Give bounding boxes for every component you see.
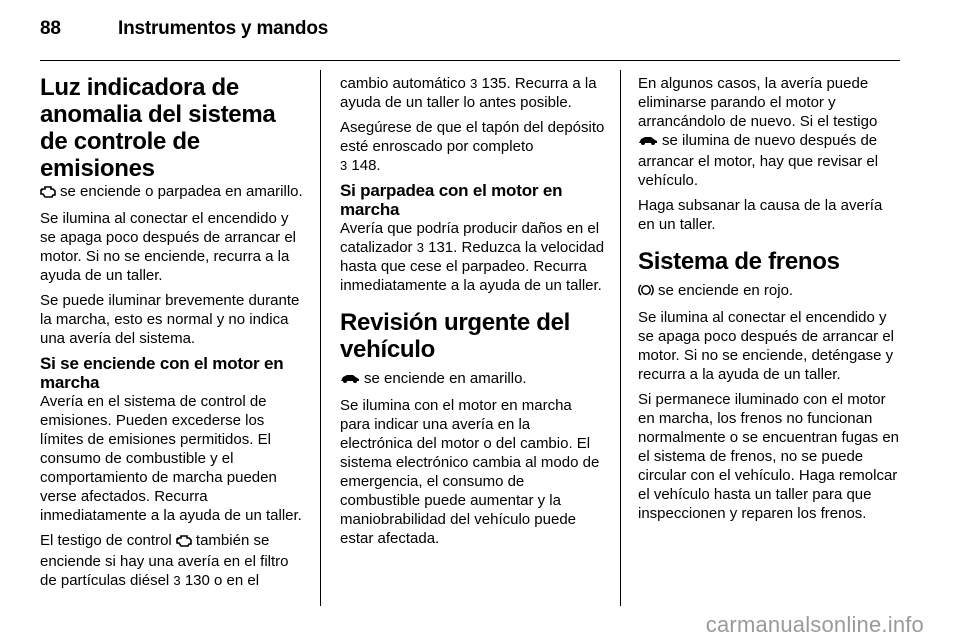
mil-p4-b: también se enciende si hay una avería en el filtro de partículas diésel [40,532,289,589]
brakes-p4: Si permanece iluminado con el motor en marcha, los frenos no funcionan normalmente o se encuentran fugas en el sistema de frenos, no se puede circular con el vehículo. Haga remolcar el vehículo hasta un taller para que inspeccionen y reparen los frenos. [638,391,899,522]
col2-p2-ref: 148. [351,157,381,174]
mil-p4-a: El testigo de control [40,532,172,549]
urgent-intro-text: se enciende en amarillo. [364,370,527,387]
col2-p1-ref: 135. Recurra a la ayuda de un taller lo antes posible. [340,75,597,111]
column-divider-1 [320,70,321,606]
page-header [40,18,328,40]
section-title: Instrumentos y mandos [118,18,329,39]
col2-p2 [340,118,605,175]
page-ref-arrow-icon: 3 [340,158,348,173]
engine-icon [176,533,192,552]
col3-p1 [638,74,903,190]
header-rule [40,60,900,61]
column-2 [340,74,605,554]
mil-p4 [40,531,305,590]
col2-p1-a: cambio automático [340,75,466,92]
col2-p3-a: Avería que podría producir daños en el catalizador [340,220,600,256]
col2-p3-ref: 131. Reduzca la velocidad hasta que cese el parpadeo. Recurra inmediatamente a la ayuda de un taller. [340,239,605,294]
car-wrench-icon [638,133,658,152]
column-divider-2 [620,70,621,606]
mil-title: Luz indicadora de anomalia del sistema de controle de emisiones [40,74,276,182]
column-3 [638,74,903,529]
brakes-title: Sistema de frenos [638,248,840,275]
brake-icon [638,283,654,302]
brakes-p3: Se ilumina al conectar el encendido y se apaga poco después de arrancar el motor. Si no se enciende, deténgase y recurra a la ayuda de un taller. [638,309,895,383]
mil-p3: Avería en el sistema de control de emisiones. Pueden excederse los límites de emisiones permitidos. El consumo de combustible y el comportamiento de marcha pueden verse afectados. Recurra inmediatamente a la ayuda de un taller. [40,393,302,524]
page-ref-arrow-icon: 3 [416,240,424,255]
col3-p1-a: En algunos casos, la avería puede eliminarse parando el motor y arrancándolo de nuevo. Si el testigo [638,75,878,130]
brakes-intro [638,281,903,302]
col2-p1 [340,74,605,112]
col2-p2-text: Asegúrese de que el tapón del depósito esté enroscado por completo [340,119,605,155]
page-ref-arrow-icon: 3 [470,76,478,91]
mil-p4-ref: 130 o en el [184,572,260,589]
mil-intro [40,182,305,203]
col3-p1-b: se ilumina de nuevo después de arrancar el motor, hay que revisar el vehículo. [638,132,879,189]
mil-subheading-on: Si se enciende con el motor en marcha [40,354,284,392]
mil-intro-text: se enciende o parpadea en amarillo. [60,183,303,200]
watermark: carmanualsonline.info [705,612,924,637]
mil-p1: Se ilumina al conectar el encendido y se apaga poco después de arrancar el motor. Si no se enciende, recurra a la ayuda de un taller. [40,210,297,284]
urgent-intro [340,369,605,390]
urgent-title: Revisión urgente del vehículo [340,309,571,363]
mil-p2: Se puede iluminar brevemente durante la marcha, esto es normal y no indica una avería del sistema. [40,292,300,347]
page-number: 88 [40,18,61,39]
col3-p2: Haga subsanar la causa de la avería en un taller. [638,197,883,233]
page-ref-arrow-icon: 3 [173,573,181,588]
col2-p3 [340,219,605,295]
urgent-p4: Se ilumina con el motor en marcha para indicar una avería en la electrónica del motor o del cambio. El sistema electrónico cambia al modo de emergencia, el consumo de combustible puede aumentar y la maniobrabilidad del vehículo puede estar afectada. [340,397,600,547]
engine-icon [40,184,56,203]
car-wrench-icon [340,371,360,390]
blink-subheading: Si parpadea con el motor en marcha [340,181,563,219]
column-1 [40,74,305,596]
brakes-intro-text: se enciende en rojo. [658,282,794,299]
